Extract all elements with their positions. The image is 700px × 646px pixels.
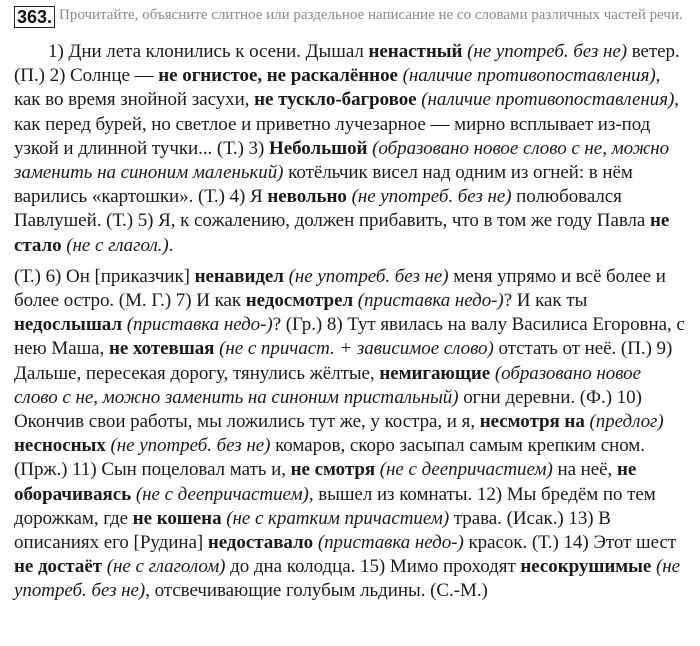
highlighted-word: несносных bbox=[14, 435, 106, 457]
highlighted-word: не оборачиваясь bbox=[14, 459, 637, 505]
grammar-note: (не употреб. без не) bbox=[467, 41, 628, 62]
highlighted-word: немигающие bbox=[379, 362, 491, 384]
highlighted-word: не огнистое, не раскалённое bbox=[158, 65, 398, 87]
grammar-note: (не употреб. без не) bbox=[110, 435, 271, 457]
paragraph-2 bbox=[14, 265, 688, 604]
text-run: отстать от неё. (П.) 9) Дальше, пересекая дорогу, тянулись жёлтые, bbox=[14, 338, 673, 384]
text-run: красок. (Т.) 14) Этот шест bbox=[463, 532, 677, 554]
text-run: комаров, скоро засыпал самым крепким сном. (Прж.) 11) Сын поцеловал мать и, bbox=[14, 435, 645, 481]
text-run: ветер. (П.) 2) Солнце — bbox=[14, 41, 680, 87]
highlighted-word: недослышал bbox=[14, 314, 123, 336]
grammar-note: (приставка недо-) bbox=[357, 290, 504, 312]
grammar-note: (не употреб. без не) bbox=[14, 556, 681, 602]
highlighted-word: не смотря bbox=[290, 459, 376, 481]
grammar-note: (не с деепричастием) bbox=[379, 459, 553, 481]
grammar-note: (не с деепричастием) bbox=[135, 483, 309, 505]
highlighted-word: недоставало bbox=[207, 532, 314, 554]
highlighted-word: Небольшой bbox=[268, 137, 368, 159]
grammar-note: (не употреб. без не) bbox=[351, 186, 512, 208]
text-run: трава. (Исак.) 13) В описаниях его [Рудина] bbox=[14, 507, 611, 554]
highlighted-word: ненастный bbox=[368, 41, 463, 62]
text-run: , как перед бурей, но светлое и приветно лучезарное — мирно всплывает из-под узкой и длинной тучки... (Т.) 3) bbox=[14, 89, 679, 159]
grammar-note: (не употреб. без не) bbox=[288, 265, 449, 287]
exercise-number: 363. bbox=[14, 6, 55, 28]
highlighted-word: не тускло-багровое bbox=[254, 89, 417, 111]
grammar-note: (образовано новое слово с не, можно заменить на синоним пристальный) bbox=[14, 362, 641, 408]
highlighted-word: несмотря на bbox=[479, 411, 585, 433]
text-run: , вышел из комнаты. 12) Мы бредём по тем дорожкам, где bbox=[14, 483, 656, 529]
highlighted-word: не кошена bbox=[132, 507, 222, 529]
grammar-note: (наличие противопоставления) bbox=[421, 89, 675, 111]
text-run: , как во время знойной засухи, bbox=[14, 65, 661, 111]
text-run: на неё, bbox=[552, 459, 617, 481]
grammar-note: (не с глаголом) bbox=[106, 556, 226, 578]
grammar-note: (наличие противопоставления) bbox=[402, 65, 656, 87]
text-run: полюбовался Павлушей. (Т.) 5) Я, к сожалению, должен прибавить, что в том же году Павла bbox=[14, 186, 651, 232]
grammar-note: (не с глагол.) bbox=[66, 234, 169, 256]
grammar-note: (приставка недо-) bbox=[317, 532, 464, 554]
grammar-note: (не с кратким причастием) bbox=[226, 507, 450, 529]
text-run: , отсвечивающие голубым льдины. (С.-М.) bbox=[145, 580, 488, 602]
text-run: ? И как ты bbox=[503, 290, 588, 312]
highlighted-word: не стало bbox=[14, 210, 670, 256]
highlighted-word: недосмотрел bbox=[245, 290, 354, 312]
grammar-note: (образовано новое слово с не, можно заменить на синоним маленький) bbox=[14, 137, 670, 184]
text-run: 1) Дни лета клонились к осени. Дышал bbox=[48, 41, 369, 62]
highlighted-word: ненавидел bbox=[194, 265, 284, 287]
exercise-text bbox=[14, 40, 688, 604]
grammar-note: (не с причаст. + зависимое слово) bbox=[219, 338, 494, 360]
highlighted-word: несокрушимые bbox=[520, 556, 652, 578]
grammar-note: (предлог) bbox=[589, 411, 664, 433]
exercise-instruction: Прочитайте, объясните слитное или раздельное написание не со словами различных частей речи. bbox=[59, 7, 683, 23]
text-run: котёльчик висел над одним из огней: в нём варились «картошки». (Т.) 4) Я bbox=[14, 162, 633, 208]
highlighted-word: невольно bbox=[267, 186, 347, 208]
paragraph-1 bbox=[14, 40, 688, 258]
grammar-note: (приставка недо-) bbox=[126, 314, 273, 336]
text-run: меня упрямо и всё более и более остро. (М. Г.) 7) И как bbox=[14, 265, 666, 312]
highlighted-word: не достаёт bbox=[14, 556, 103, 578]
text-run: огни деревни. (Ф.) 10) Окончив свои работы, мы ложились тут же, у костра, и я, bbox=[14, 386, 642, 433]
highlighted-word: не хотевшая bbox=[108, 338, 215, 360]
text-run: . bbox=[168, 234, 174, 256]
text-run: ? (Гр.) 8) Тут явилась на валу Василиса Егоровна, с нею Маша, bbox=[14, 314, 685, 360]
exercise-header bbox=[14, 6, 688, 28]
text-run: до дна колодца. 15) Мимо проходят bbox=[225, 556, 521, 578]
text-run: (Т.) 6) Он [приказчик] bbox=[14, 265, 195, 287]
